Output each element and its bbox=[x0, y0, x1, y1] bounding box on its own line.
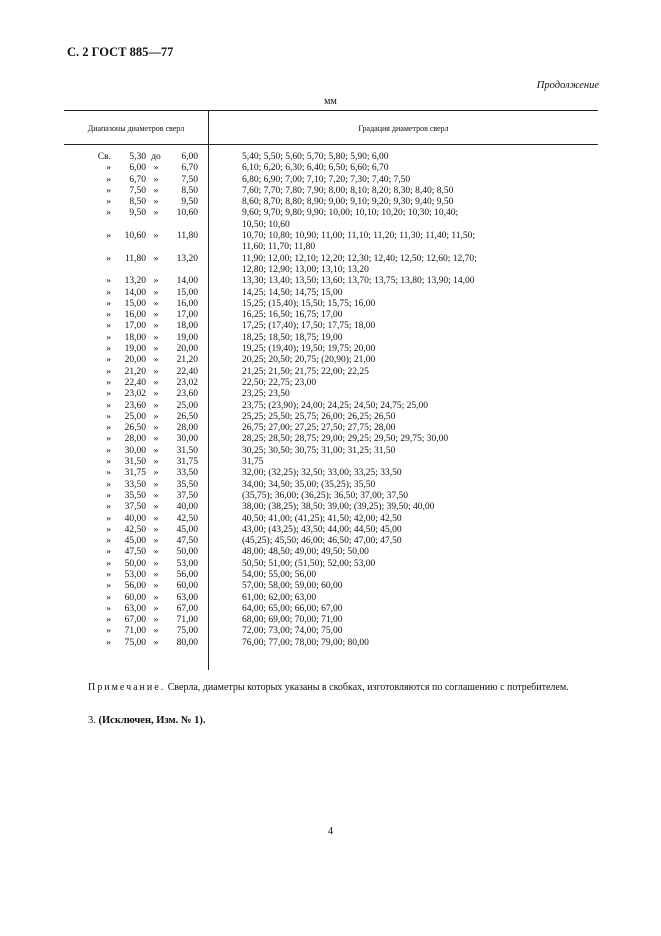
gradation-line: 12,80; 12,90; 13,00; 13,10; 13,20 bbox=[242, 264, 369, 275]
range-separator: » bbox=[153, 332, 159, 343]
range-separator: » bbox=[153, 321, 159, 332]
range-from: 47,50 bbox=[124, 547, 146, 558]
range-prefix: » bbox=[106, 366, 111, 377]
range-prefix: » bbox=[106, 411, 111, 422]
range-from: 15,00 bbox=[124, 298, 146, 309]
item-3 bbox=[88, 715, 205, 726]
range-prefix: » bbox=[106, 163, 111, 174]
range-row bbox=[64, 299, 208, 310]
gradation-line: (35,75); 36,00; (36,25); 36,50; 37,00; 37,50 bbox=[242, 490, 408, 501]
range-separator: » bbox=[153, 513, 159, 524]
range-separator: » bbox=[153, 536, 159, 547]
range-separator: » bbox=[153, 276, 159, 287]
range-row bbox=[64, 412, 208, 423]
gradation-line: 34,00; 34,50; 35,00; (35,25); 35,50 bbox=[242, 479, 376, 490]
gradation-line: 10,50; 10,60 bbox=[242, 219, 290, 230]
range-prefix: » bbox=[106, 344, 111, 355]
range-row bbox=[64, 344, 208, 355]
range-separator: » bbox=[153, 174, 159, 185]
range-to: 6,00 bbox=[181, 152, 198, 162]
range-row-filler bbox=[64, 242, 208, 253]
gradation-line: 30,25; 30,50; 30,75; 31,00; 31,25; 31,50 bbox=[242, 445, 396, 456]
range-to: 53,00 bbox=[176, 558, 198, 569]
range-row bbox=[64, 626, 208, 637]
gradation-line: 11,60; 11,70; 11,80 bbox=[242, 242, 316, 253]
range-row-filler bbox=[64, 265, 208, 276]
range-row bbox=[64, 514, 208, 525]
range-to: 13,20 bbox=[176, 253, 198, 264]
note-label: Примечание. bbox=[88, 682, 166, 693]
range-to: 50,00 bbox=[176, 547, 198, 558]
range-from: 11,80 bbox=[124, 253, 146, 264]
range-to: 80,00 bbox=[176, 637, 198, 648]
range-prefix: » bbox=[106, 185, 111, 196]
range-separator: » bbox=[153, 253, 159, 264]
range-to: 31,50 bbox=[176, 445, 198, 456]
range-prefix: » bbox=[106, 490, 111, 501]
gradation-line: 23,25; 23,50 bbox=[242, 389, 290, 400]
range-to: 56,00 bbox=[176, 569, 198, 580]
gradation-line: 43,00; (43,25); 43,50; 44,00; 44,50; 45,00 bbox=[242, 524, 402, 535]
range-row bbox=[64, 423, 208, 434]
range-prefix: » bbox=[106, 434, 111, 445]
range-row bbox=[64, 581, 208, 592]
range-row bbox=[64, 593, 208, 604]
range-row bbox=[64, 547, 208, 558]
gradation-column bbox=[242, 152, 602, 649]
range-from: 40,00 bbox=[124, 513, 146, 524]
range-to: 31,75 bbox=[176, 457, 198, 468]
range-prefix: » bbox=[106, 558, 111, 569]
range-row bbox=[64, 570, 208, 581]
gradation-line: 25,25; 25,50; 25,75; 26,00; 26,25; 26,50 bbox=[242, 411, 396, 422]
range-prefix: » bbox=[106, 355, 111, 366]
table-top-rule bbox=[64, 110, 598, 111]
range-separator: » bbox=[153, 479, 159, 490]
range-prefix: Св. bbox=[97, 152, 111, 162]
range-from: 35,50 bbox=[124, 490, 146, 501]
range-row bbox=[64, 559, 208, 570]
range-separator: » bbox=[153, 298, 159, 309]
range-to: 10,60 bbox=[176, 208, 198, 219]
range-to: 71,00 bbox=[176, 615, 198, 626]
gradation-line: 22,50; 22,75; 23,00 bbox=[242, 377, 317, 388]
range-row bbox=[64, 175, 208, 186]
range-to: 6,70 bbox=[181, 163, 198, 174]
range-prefix: » bbox=[106, 400, 111, 411]
range-separator: » bbox=[153, 355, 159, 366]
range-prefix: » bbox=[106, 332, 111, 343]
range-separator: » bbox=[153, 547, 159, 558]
range-separator: » bbox=[153, 411, 159, 422]
range-prefix: » bbox=[106, 174, 111, 185]
gradation-line: 8,60; 8,70; 8,80; 8,90; 9,00; 9,10; 9,20; 9,30; 9,40; 9,50 bbox=[242, 197, 454, 208]
range-prefix: » bbox=[106, 637, 111, 648]
gradation-line: 68,00; 69,00; 70,00; 71,00 bbox=[242, 615, 343, 626]
gradation-line: 6,80; 6,90; 7,00; 7,10; 7,20; 7,30; 7,40; 7,50 bbox=[242, 174, 411, 185]
range-separator: » bbox=[153, 434, 159, 445]
item-3-text: (Исключен, Изм. № 1). bbox=[98, 715, 206, 726]
range-prefix: » bbox=[106, 626, 111, 637]
range-row bbox=[64, 288, 208, 299]
range-to: 25,00 bbox=[176, 400, 198, 411]
range-row bbox=[64, 446, 208, 457]
range-prefix: » bbox=[106, 468, 111, 479]
range-separator: » bbox=[153, 569, 159, 580]
range-separator: » bbox=[153, 615, 159, 626]
range-from: 14,00 bbox=[124, 287, 146, 298]
gradation-line: 23,75; (23,90); 24,00; 24,25; 24,50; 24,75; 25,00 bbox=[242, 400, 429, 411]
range-separator: » bbox=[153, 445, 159, 456]
column-header-gradation: Градация диаметров сверл bbox=[358, 124, 449, 133]
range-prefix: » bbox=[106, 287, 111, 298]
range-to: 20,00 bbox=[176, 344, 198, 355]
gradation-line: 38,00; (38,25); 38,50; 39,00; (39,25); 39,50; 40,00 bbox=[242, 502, 435, 513]
range-to: 47,50 bbox=[176, 536, 198, 547]
range-from: 30,00 bbox=[124, 445, 146, 456]
table-header-rule bbox=[64, 144, 598, 145]
range-from: 19,00 bbox=[124, 344, 146, 355]
gradation-line: 40,50; 41,00; (41,25); 41,50; 42,00; 42,50 bbox=[242, 513, 402, 524]
gradation-line: 76,00; 77,00; 78,00; 79,00; 80,00 bbox=[242, 637, 369, 648]
range-prefix: » bbox=[106, 479, 111, 490]
range-from: 67,00 bbox=[124, 615, 146, 626]
note-text: Сверла, диаметры которых указаны в скобках, изготовляются по соглашению с потребителем. bbox=[167, 682, 569, 693]
range-prefix: » bbox=[106, 615, 111, 626]
range-separator: » bbox=[153, 637, 159, 648]
gradation-line: 21,25; 21,50; 21,75; 22,00; 22,25 bbox=[242, 366, 369, 377]
gradation-line: 18,25; 18,50; 18,75; 19,00 bbox=[242, 332, 343, 343]
range-row bbox=[64, 536, 208, 547]
range-from: 50,00 bbox=[124, 558, 146, 569]
range-row-filler bbox=[64, 220, 208, 231]
range-to: 35,50 bbox=[176, 479, 198, 490]
range-prefix: » bbox=[106, 524, 111, 535]
range-to: 30,00 bbox=[176, 434, 198, 445]
range-to: 9,50 bbox=[181, 197, 198, 208]
range-row bbox=[64, 197, 208, 208]
range-row bbox=[64, 310, 208, 321]
gradation-line: 26,75; 27,00; 27,25; 27,50; 27,75; 28,00 bbox=[242, 423, 396, 434]
range-to: 17,00 bbox=[176, 310, 198, 321]
range-from: 63,00 bbox=[124, 603, 146, 614]
range-prefix: » bbox=[106, 569, 111, 580]
range-from: 45,00 bbox=[124, 536, 146, 547]
range-to: 63,00 bbox=[176, 592, 198, 603]
range-separator: до bbox=[151, 152, 161, 162]
range-prefix: » bbox=[106, 603, 111, 614]
range-prefix: » bbox=[106, 502, 111, 513]
range-from: 17,00 bbox=[124, 321, 146, 332]
gradation-line: 19,25; (19,40); 19,50; 19,75; 20,00 bbox=[242, 344, 376, 355]
gradation-line: 72,00; 73,00; 74,00; 75,00 bbox=[242, 626, 343, 637]
range-separator: » bbox=[153, 400, 159, 411]
range-prefix: » bbox=[106, 457, 111, 468]
range-to: 67,00 bbox=[176, 603, 198, 614]
range-row bbox=[64, 615, 208, 626]
range-from: 53,00 bbox=[124, 569, 146, 580]
range-separator: » bbox=[153, 423, 159, 434]
range-to: 7,50 bbox=[181, 174, 198, 185]
range-to: 45,00 bbox=[176, 524, 198, 535]
range-from: 71,00 bbox=[124, 626, 146, 637]
range-from: 31,75 bbox=[124, 468, 146, 479]
continuation-label: Продолжение bbox=[536, 80, 599, 91]
range-separator: » bbox=[153, 197, 159, 208]
range-to: 60,00 bbox=[176, 581, 198, 592]
gradation-line: 16,25; 16,50; 16,75; 17,00 bbox=[242, 310, 343, 321]
range-row bbox=[64, 638, 208, 649]
range-prefix: » bbox=[106, 581, 111, 592]
range-row bbox=[64, 231, 208, 242]
range-from: 10,60 bbox=[124, 231, 146, 242]
range-to: 11,80 bbox=[176, 231, 198, 242]
range-prefix: » bbox=[106, 592, 111, 603]
range-to: 16,00 bbox=[176, 298, 198, 309]
document-header: С. 2 ГОСТ 885—77 bbox=[67, 45, 174, 59]
range-from: 16,00 bbox=[124, 310, 146, 321]
gradation-line: 28,25; 28,50; 28,75; 29,00; 29,25; 29,50; 29,75; 30,00 bbox=[242, 434, 449, 445]
range-from: 7,50 bbox=[129, 185, 146, 196]
range-from: 33,50 bbox=[124, 479, 146, 490]
range-prefix: » bbox=[106, 197, 111, 208]
range-from: 8,50 bbox=[129, 197, 146, 208]
range-prefix: » bbox=[106, 231, 111, 242]
range-row bbox=[64, 254, 208, 265]
range-to: 33,50 bbox=[176, 468, 198, 479]
gradation-line: 10,70; 10,80; 10,90; 11,00; 11,10; 11,20; 11,30; 11,40; 11,50; bbox=[242, 231, 476, 242]
range-separator: » bbox=[153, 524, 159, 535]
range-from: 60,00 bbox=[124, 592, 146, 603]
range-prefix: » bbox=[106, 310, 111, 321]
unit-label: мм bbox=[324, 96, 337, 107]
range-to: 37,50 bbox=[176, 490, 198, 501]
range-row bbox=[64, 321, 208, 332]
note-paragraph bbox=[64, 682, 598, 695]
range-from: 23,02 bbox=[124, 389, 146, 400]
range-from: 22,40 bbox=[124, 377, 146, 388]
gradation-line: 11,90; 12,00; 12,10; 12,20; 12,30; 12,40; 12,50; 12,60; 12,70; bbox=[242, 253, 477, 264]
range-separator: » bbox=[153, 558, 159, 569]
range-from: 6,70 bbox=[129, 174, 146, 185]
range-to: 23,02 bbox=[176, 377, 198, 388]
range-to: 42,50 bbox=[176, 513, 198, 524]
range-to: 18,00 bbox=[176, 321, 198, 332]
range-prefix: » bbox=[106, 423, 111, 434]
range-to: 22,40 bbox=[176, 366, 198, 377]
range-separator: » bbox=[153, 457, 159, 468]
range-separator: » bbox=[153, 603, 159, 614]
range-prefix: » bbox=[106, 253, 111, 264]
range-row bbox=[64, 401, 208, 412]
range-to: 26,50 bbox=[176, 411, 198, 422]
gradation-line: 7,60; 7,70; 7,80; 7,90; 8,00; 8,10; 8,20; 8,30; 8,40; 8,50 bbox=[242, 185, 454, 196]
range-from: 5,30 bbox=[129, 152, 146, 162]
range-row bbox=[64, 208, 208, 219]
gradation-line: 64,00; 65,00; 66,00; 67,00 bbox=[242, 603, 343, 614]
gradation-line: 9,60; 9,70; 9,80; 9,90; 10,00; 10,10; 10,20; 10,30; 10,40; bbox=[242, 208, 459, 219]
gradation-line: 13,30; 13,40; 13,50; 13,60; 13,70; 13,75; 13,80; 13,90; 14,00 bbox=[242, 276, 475, 287]
range-prefix: » bbox=[106, 298, 111, 309]
range-prefix: » bbox=[106, 445, 111, 456]
range-from: 21,20 bbox=[124, 366, 146, 377]
range-separator: » bbox=[153, 310, 159, 321]
range-row bbox=[64, 434, 208, 445]
range-to: 21,20 bbox=[176, 355, 198, 366]
range-from: 75,00 bbox=[124, 637, 146, 648]
range-row bbox=[64, 389, 208, 400]
range-row bbox=[64, 502, 208, 513]
range-row bbox=[64, 378, 208, 389]
gradation-line: 17,25; (17,40); 17,50; 17,75; 18,00 bbox=[242, 321, 376, 332]
range-separator: » bbox=[153, 490, 159, 501]
range-from: 23,60 bbox=[124, 400, 146, 411]
gradation-line: 5,40; 5,50; 5,60; 5,70; 5,80; 5,90; 6,00 bbox=[242, 152, 389, 162]
gradation-line: 20,25; 20,50; 20,75; (20,90); 21,00 bbox=[242, 355, 376, 366]
range-prefix: » bbox=[106, 377, 111, 388]
range-from: 6,00 bbox=[129, 163, 146, 174]
range-row bbox=[64, 525, 208, 536]
range-row bbox=[64, 355, 208, 366]
range-separator: » bbox=[153, 592, 159, 603]
range-from: 9,50 bbox=[129, 208, 146, 219]
gradation-line: 50,50; 51,00; (51,50); 52,00; 53,00 bbox=[242, 558, 376, 569]
range-prefix: » bbox=[106, 321, 111, 332]
range-from: 20,00 bbox=[124, 355, 146, 366]
range-to: 75,00 bbox=[176, 626, 198, 637]
range-prefix: » bbox=[106, 547, 111, 558]
range-row bbox=[64, 163, 208, 174]
range-separator: » bbox=[153, 377, 159, 388]
item-3-number: 3. bbox=[88, 715, 96, 726]
range-to: 8,50 bbox=[181, 185, 198, 196]
range-row bbox=[64, 604, 208, 615]
range-to: 15,00 bbox=[176, 287, 198, 298]
range-prefix: » bbox=[106, 513, 111, 524]
range-from: 31,50 bbox=[124, 457, 146, 468]
range-prefix: » bbox=[106, 536, 111, 547]
range-prefix: » bbox=[106, 389, 111, 400]
gradation-line: 48,00; 48,50; 49,00; 49,50; 50,00 bbox=[242, 547, 369, 558]
gradation-line: 14,25; 14,50; 14,75; 15,00 bbox=[242, 287, 343, 298]
range-from: 56,00 bbox=[124, 581, 146, 592]
ranges-column bbox=[64, 152, 208, 649]
range-row bbox=[64, 468, 208, 479]
range-row bbox=[64, 367, 208, 378]
range-row bbox=[64, 152, 208, 163]
range-to: 14,00 bbox=[176, 276, 198, 287]
gradation-line: 31,75 bbox=[242, 457, 264, 468]
range-from: 25,00 bbox=[124, 411, 146, 422]
range-separator: » bbox=[153, 389, 159, 400]
gradation-line: (45,25); 45,50; 46,00; 46,50; 47,00; 47,50 bbox=[242, 536, 402, 547]
range-from: 42,50 bbox=[124, 524, 146, 535]
range-row bbox=[64, 186, 208, 197]
range-from: 26,50 bbox=[124, 423, 146, 434]
range-separator: » bbox=[153, 208, 159, 219]
table-column-divider bbox=[208, 110, 209, 670]
range-to: 40,00 bbox=[176, 502, 198, 513]
range-separator: » bbox=[153, 581, 159, 592]
range-separator: » bbox=[153, 231, 159, 242]
gradation-line: 54,00; 55,00; 56,00 bbox=[242, 569, 317, 580]
range-to: 23,60 bbox=[176, 389, 198, 400]
range-to: 19,00 bbox=[176, 332, 198, 343]
range-separator: » bbox=[153, 502, 159, 513]
range-from: 18,00 bbox=[124, 332, 146, 343]
range-row bbox=[64, 333, 208, 344]
range-separator: » bbox=[153, 163, 159, 174]
range-separator: » bbox=[153, 344, 159, 355]
range-separator: » bbox=[153, 468, 159, 479]
range-from: 37,50 bbox=[124, 502, 146, 513]
range-separator: » bbox=[153, 366, 159, 377]
range-row bbox=[64, 457, 208, 468]
page-number: 4 bbox=[327, 826, 334, 837]
range-row bbox=[64, 491, 208, 502]
gradation-line: 61,00; 62,00; 63,00 bbox=[242, 592, 317, 603]
range-row bbox=[64, 276, 208, 287]
range-prefix: » bbox=[106, 208, 111, 219]
range-to: 28,00 bbox=[176, 423, 198, 434]
range-row bbox=[64, 480, 208, 491]
gradation-line: 15,25; (15,40); 15,50; 15,75; 16,00 bbox=[242, 298, 376, 309]
range-separator: » bbox=[153, 287, 159, 298]
range-separator: » bbox=[153, 185, 159, 196]
range-from: 13,20 bbox=[124, 276, 146, 287]
column-header-ranges: Диапазоны диаметров сверл bbox=[87, 124, 185, 133]
range-prefix: » bbox=[106, 276, 111, 287]
range-separator: » bbox=[153, 626, 159, 637]
gradation-line: 6,10; 6,20; 6,30; 6,40; 6,50; 6,60; 6,70 bbox=[242, 163, 389, 174]
gradation-line: 57,00; 58,00; 59,00; 60,00 bbox=[242, 581, 343, 592]
gradation-line: 32,00; (32,25); 32,50; 33,00; 33,25; 33,50 bbox=[242, 468, 402, 479]
range-from: 28,00 bbox=[124, 434, 146, 445]
